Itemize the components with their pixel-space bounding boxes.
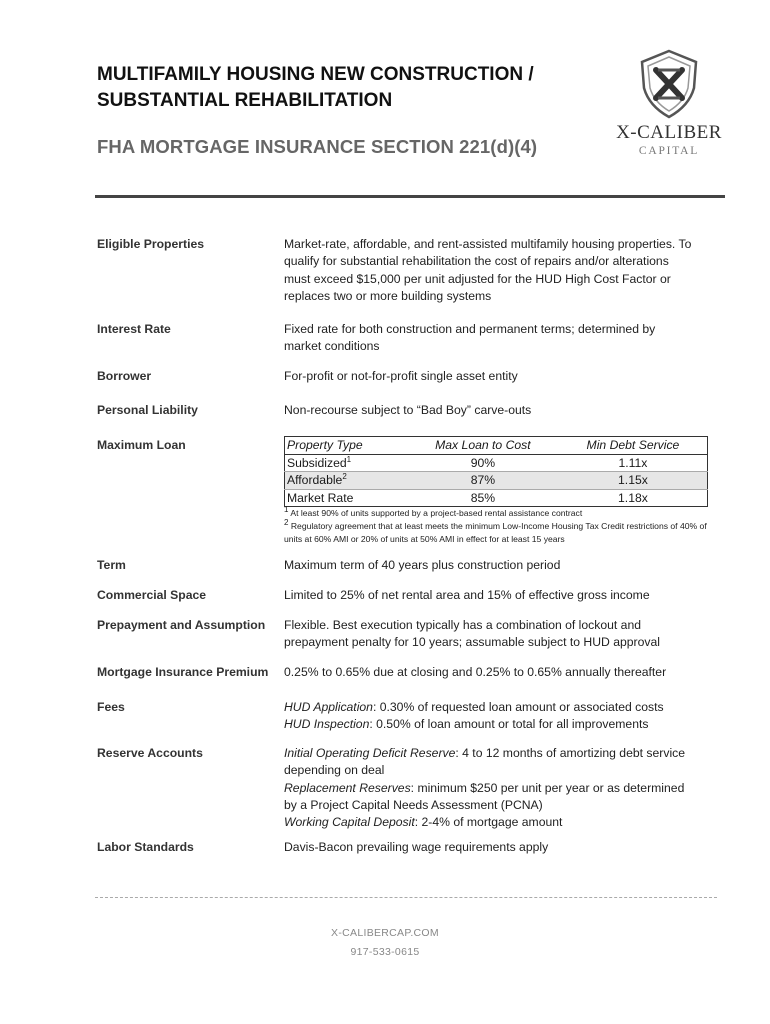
cell-property-type: Affordable$^2$ [285, 472, 407, 490]
shield-logo-icon [634, 48, 704, 120]
cell-dsc: 1.15x [559, 472, 708, 490]
row-label: Commercial Space [97, 588, 207, 602]
table-row [285, 454, 708, 472]
company-logo [604, 48, 734, 166]
cell-ltc: 85% [470, 490, 496, 505]
row-label: Fees [97, 700, 125, 714]
footnote-2: $^2$ Regulatory agreement that at least meets the minimum Low-Income Housing Tax Credit restrictions of 40% of units at 60% AMI or 20% of units at 50% AMI in effect for at least 15 years [284, 518, 707, 544]
title-line-1: MULTIFAMILY HOUSING NEW CONSTRUCTION / [97, 64, 534, 85]
row-label: Prepayment and Assumption [97, 618, 266, 632]
header-property-type: Property Type [285, 437, 407, 455]
row-label: Reserve Accounts [97, 746, 203, 760]
row-value: Fixed rate for both construction and permanent terms; determined by market conditions [284, 322, 656, 354]
row-value: HUD Application: 0.30% of requested loan amount or associated costs HUD Inspection: 0.50% of loan amount or total for all improvements [284, 700, 664, 732]
footnote-1: $^1$ At least 90% of units supported by a project-based rental assistance contract [284, 505, 583, 518]
footer-website[interactable]: X-CALIBERCAP.COM [331, 927, 439, 939]
table-header-row [285, 437, 708, 455]
cell-dsc: 1.18x [618, 490, 648, 505]
table-row [285, 489, 708, 507]
cell-ltc: 87% [407, 472, 559, 490]
row-label: Interest Rate [97, 322, 171, 336]
row-value: Initial Operating Deficit Reserve: 4 to 12 months of amortizing debt service depending on deal Replacement Reserves: minimum $250 per unit per year or as determined by a Project Capital Needs Assessment (PCNA) Working Capital Deposit: 2-4% of mortgage amount [284, 746, 686, 830]
footer-divider [95, 897, 717, 898]
row-value: Limited to 25% of net rental area and 15% of effective gross income [284, 588, 650, 602]
row-label: Term [97, 558, 126, 572]
row-label: Personal Liability [97, 403, 198, 417]
row-value: Maximum term of 40 years plus construction period [284, 558, 561, 572]
cell-ltc: 90% [470, 455, 496, 470]
cell-property-type: Market Rate [287, 490, 354, 505]
row-value: Davis-Bacon prevailing wage requirements apply [284, 840, 549, 854]
header-divider [95, 195, 725, 198]
header-max-loan-to-cost: Max Loan to Cost [407, 437, 559, 455]
cell-dsc: 1.11x [618, 455, 648, 470]
row-value: For-profit or not-for-profit single asset entity [284, 369, 518, 383]
row-value: Flexible. Best execution typically has a combination of lockout and prepayment penalty for 10 years; assumable subject to HUD approval [284, 618, 660, 650]
logo-subtitle: CAPITAL [638, 145, 700, 157]
document-subtitle: FHA MORTGAGE INSURANCE SECTION 221(d)(4) [97, 136, 538, 157]
row-value: 0.25% to 0.65% due at closing and 0.25% to 0.65% annually thereafter [284, 665, 667, 679]
row-value: Non-recourse subject to “Bad Boy” carve-outs [284, 403, 532, 417]
document-title [97, 62, 534, 114]
title-line-2: SUBSTANTIAL REHABILITATION [97, 90, 393, 111]
row-label: Maximum Loan [97, 438, 186, 452]
header-min-debt-service: Min Debt Service [559, 437, 708, 455]
row-label: Labor Standards [97, 840, 194, 854]
row-value: Market-rate, affordable, and rent-assisted multifamily housing properties. To qualify for substantial rehabilitation the cost of repairs and/or alterations must exceed $15,000 per unit adjusted for the HUD High Cost Factor or replaces two or more building systems [284, 237, 692, 303]
row-label: Eligible Properties [97, 237, 205, 251]
max-loan-table [284, 436, 708, 507]
footer-phone: 917-533-0615 [350, 946, 420, 958]
logo-name: X-CALIBER [616, 122, 722, 143]
row-label: Borrower [97, 369, 152, 383]
row-label: Mortgage Insurance Premium [97, 665, 269, 679]
table-row [285, 472, 708, 490]
cell-property-type: Subsidized$^1$ [287, 454, 352, 470]
